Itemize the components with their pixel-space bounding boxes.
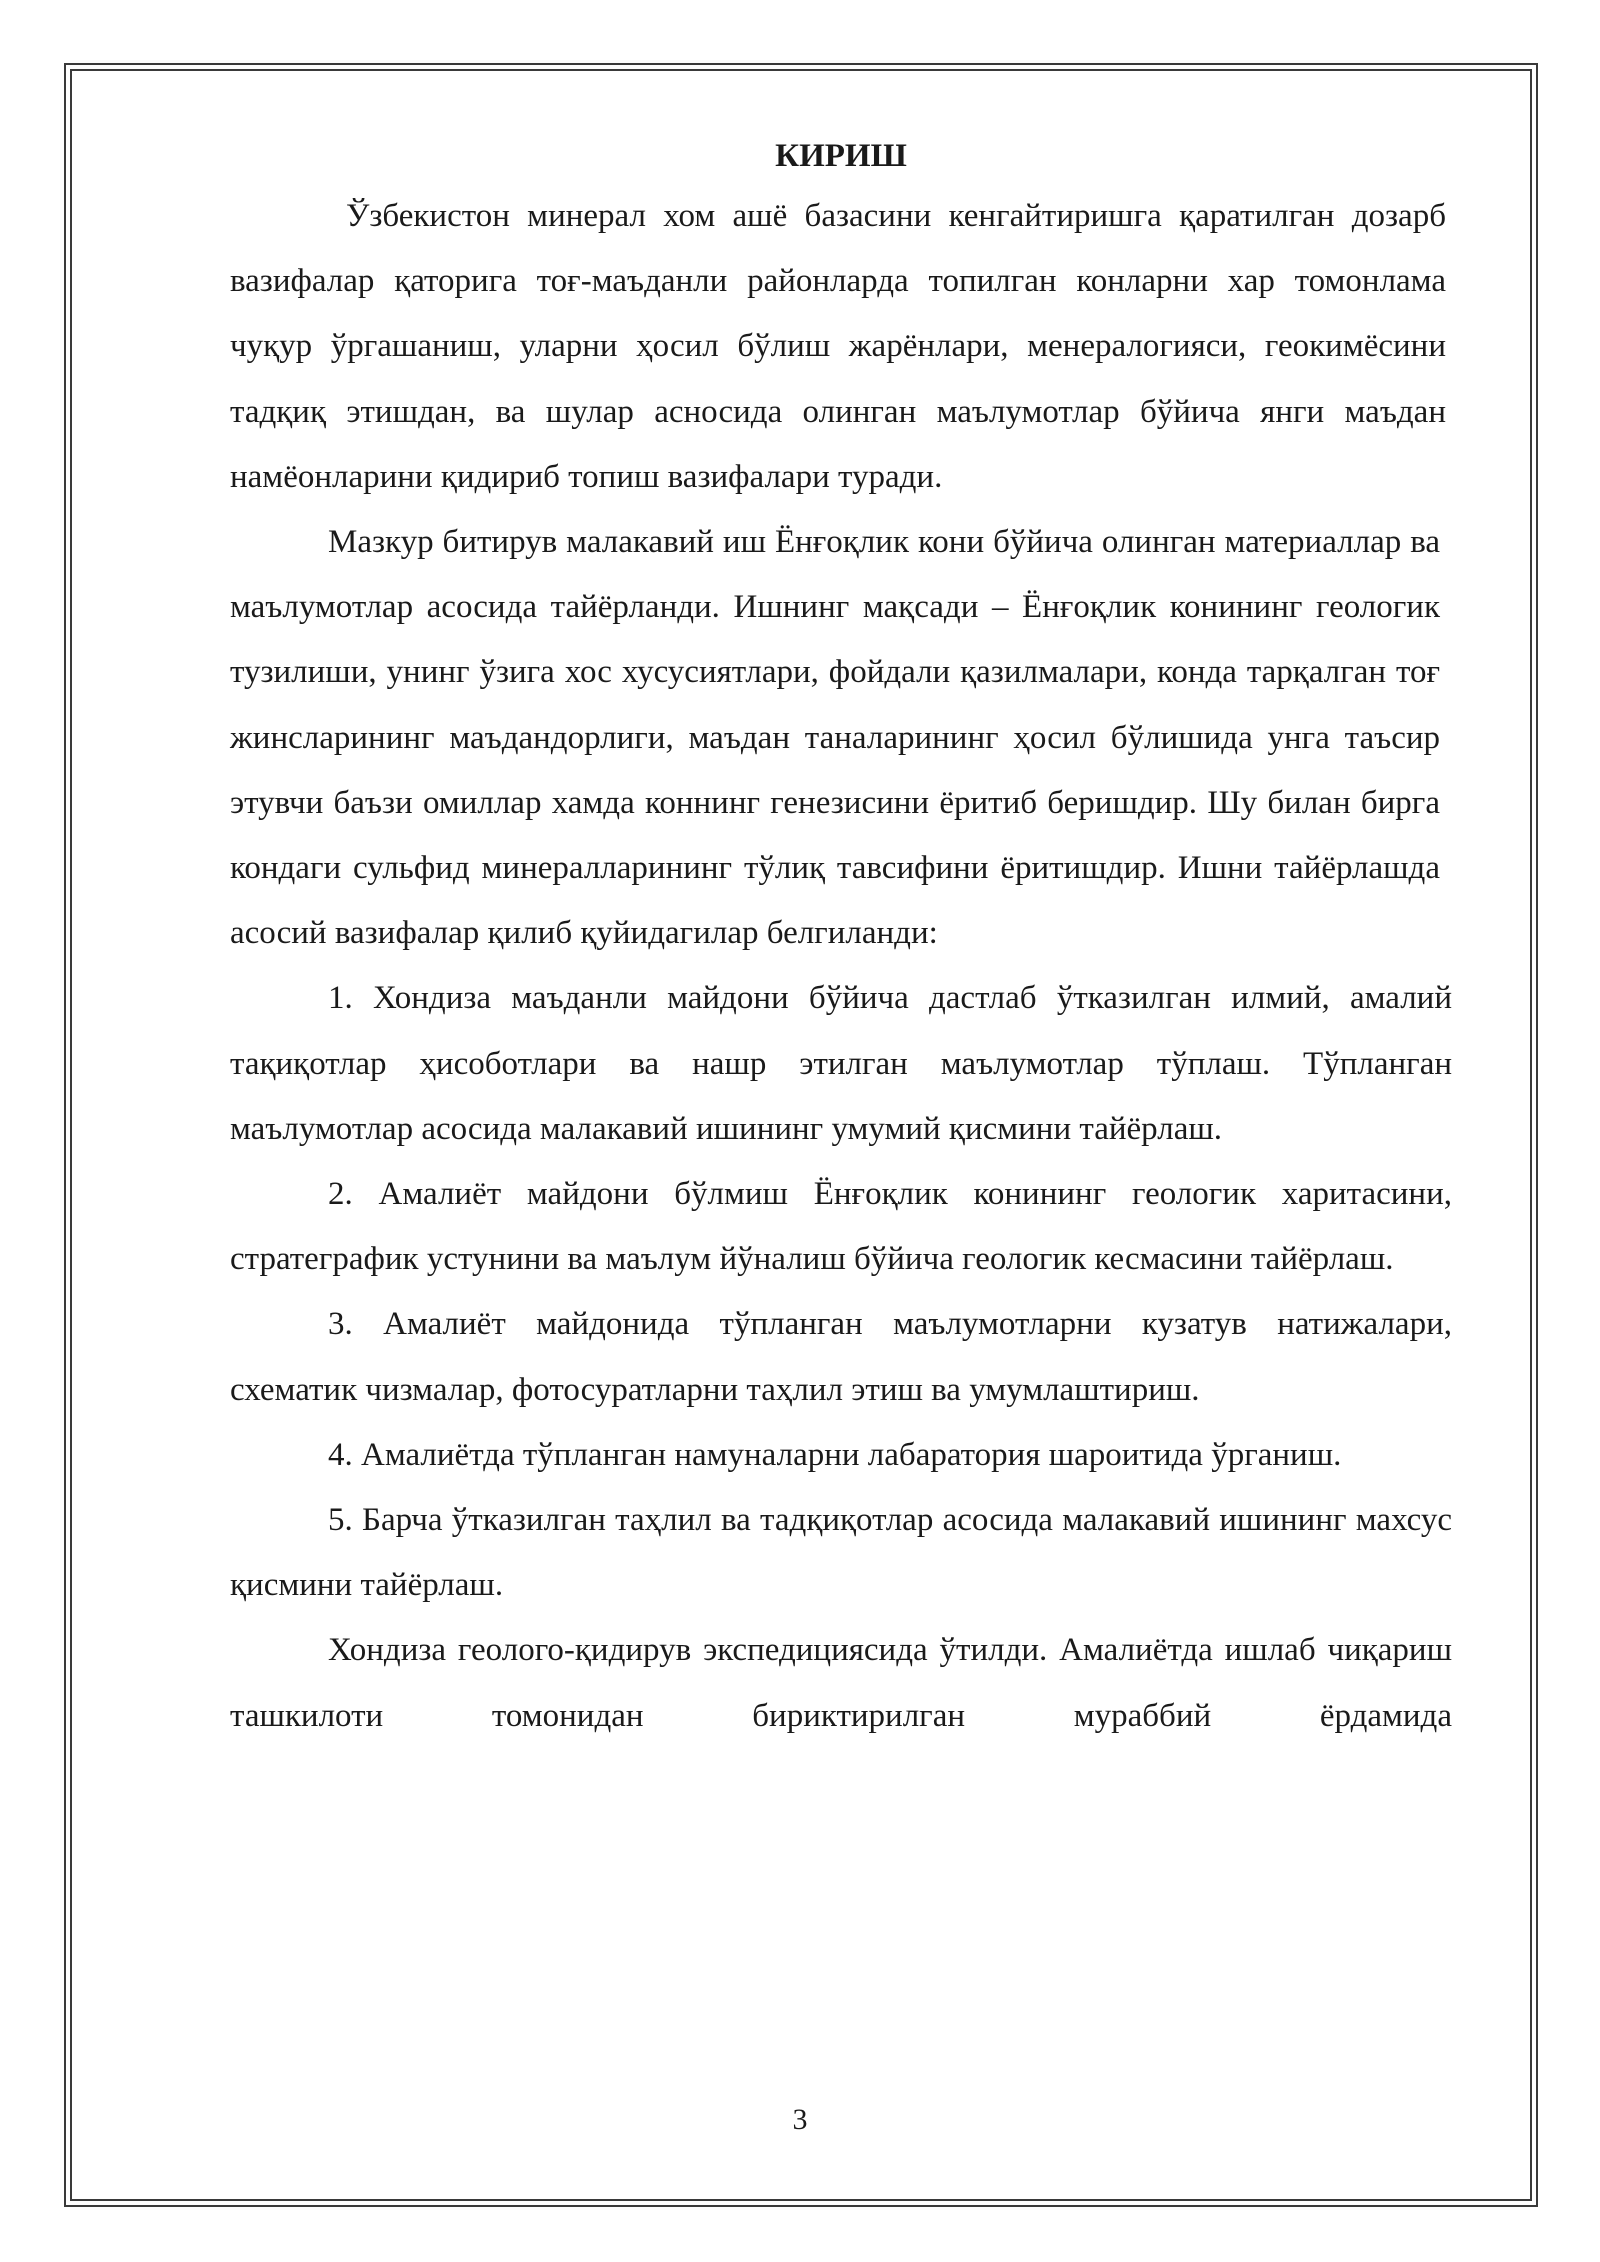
paragraph-intro: Ўзбекистон минерал хом ашё базасини кенгайтиришга қаратилган дозарб вазифалар қаторига тоғ-маъданли районларда топилган конларни хар томонлама чуқур ўргашаниш, уларни ҳосил бўлиш жарёнлари, менералогияси, геокимёсини тадқиқ этишдан, ва шулар асносида олинган маълумотлар бўйича янги маъдан намёонларини қидириб топиш вазифалари туради. xyxy=(230,198,1446,495)
list-item-5: 5. Барча ўтказилган таҳлил ва тадқиқотлар асосида малакавий ишининг махсус қисмини тайёрлаш. xyxy=(230,1502,1452,1604)
list-item-2: 2. Амалиёт майдони бўлмиш Ёнғоқлик конининг геологик харитасини, стратеграфик устунини ва маълум йўналиш бўйича геологик кесмасини тайёрлаш. xyxy=(230,1176,1452,1278)
section-title: КИРИШ xyxy=(775,138,907,174)
list-item-3: 3. Амалиёт майдонида тўпланган маълумотларни кузатув натижалари, схематик чизмалар, фотосуратларни таҳлил этиш ва умумлаштириш. xyxy=(230,1306,1452,1408)
list-item-4: 4. Амалиётда тўпланган намуналарни лабаратория шароитида ўрганиш. xyxy=(328,1436,1342,1473)
paragraph-practice: Хондиза геолого-қидирув экспедициясида ўтилди. Амалиётда ишлаб чиқариш ташкилоти томонидан бириктирилган мураббий ёрдамида xyxy=(230,1632,1452,1734)
document-body xyxy=(230,128,1452,1749)
paragraph-purpose: Мазкур битирув малакавий иш Ёнғоқлик кони бўйича олинган материаллар ва маълумотлар асосида тайёрланди. Ишнинг мақсади – Ёнғоқлик конининг геологик тузилиши, унинг ўзига хос хусусиятлари, фойдали қазилмалари, конда тарқалган тоғ жинсларининг маъдандорлиги, маъдан таналарининг ҳосил бўлишида унга таъсир этувчи баъзи омиллар хамда коннинг генезисини ёритиб беришдир. Шу билан бирга кондаги сульфид минералларининг тўлиқ тавсифини ёритишдир. Ишни тайёрлашда асосий вазифалар қилиб қуйидагилар белгиланди: xyxy=(230,524,1440,952)
page-number: 3 xyxy=(792,2103,808,2136)
list-item-1: 1. Хондиза маъданли майдони бўйича дастлаб ўтказилган илмий, амалий тақиқотлар ҳисоботлари ва нашр этилган маълумотлар тўплаш. Тўпланган маълумотлар асосида малакавий ишининг умумий қисмини тайёрлаш. xyxy=(230,980,1452,1147)
